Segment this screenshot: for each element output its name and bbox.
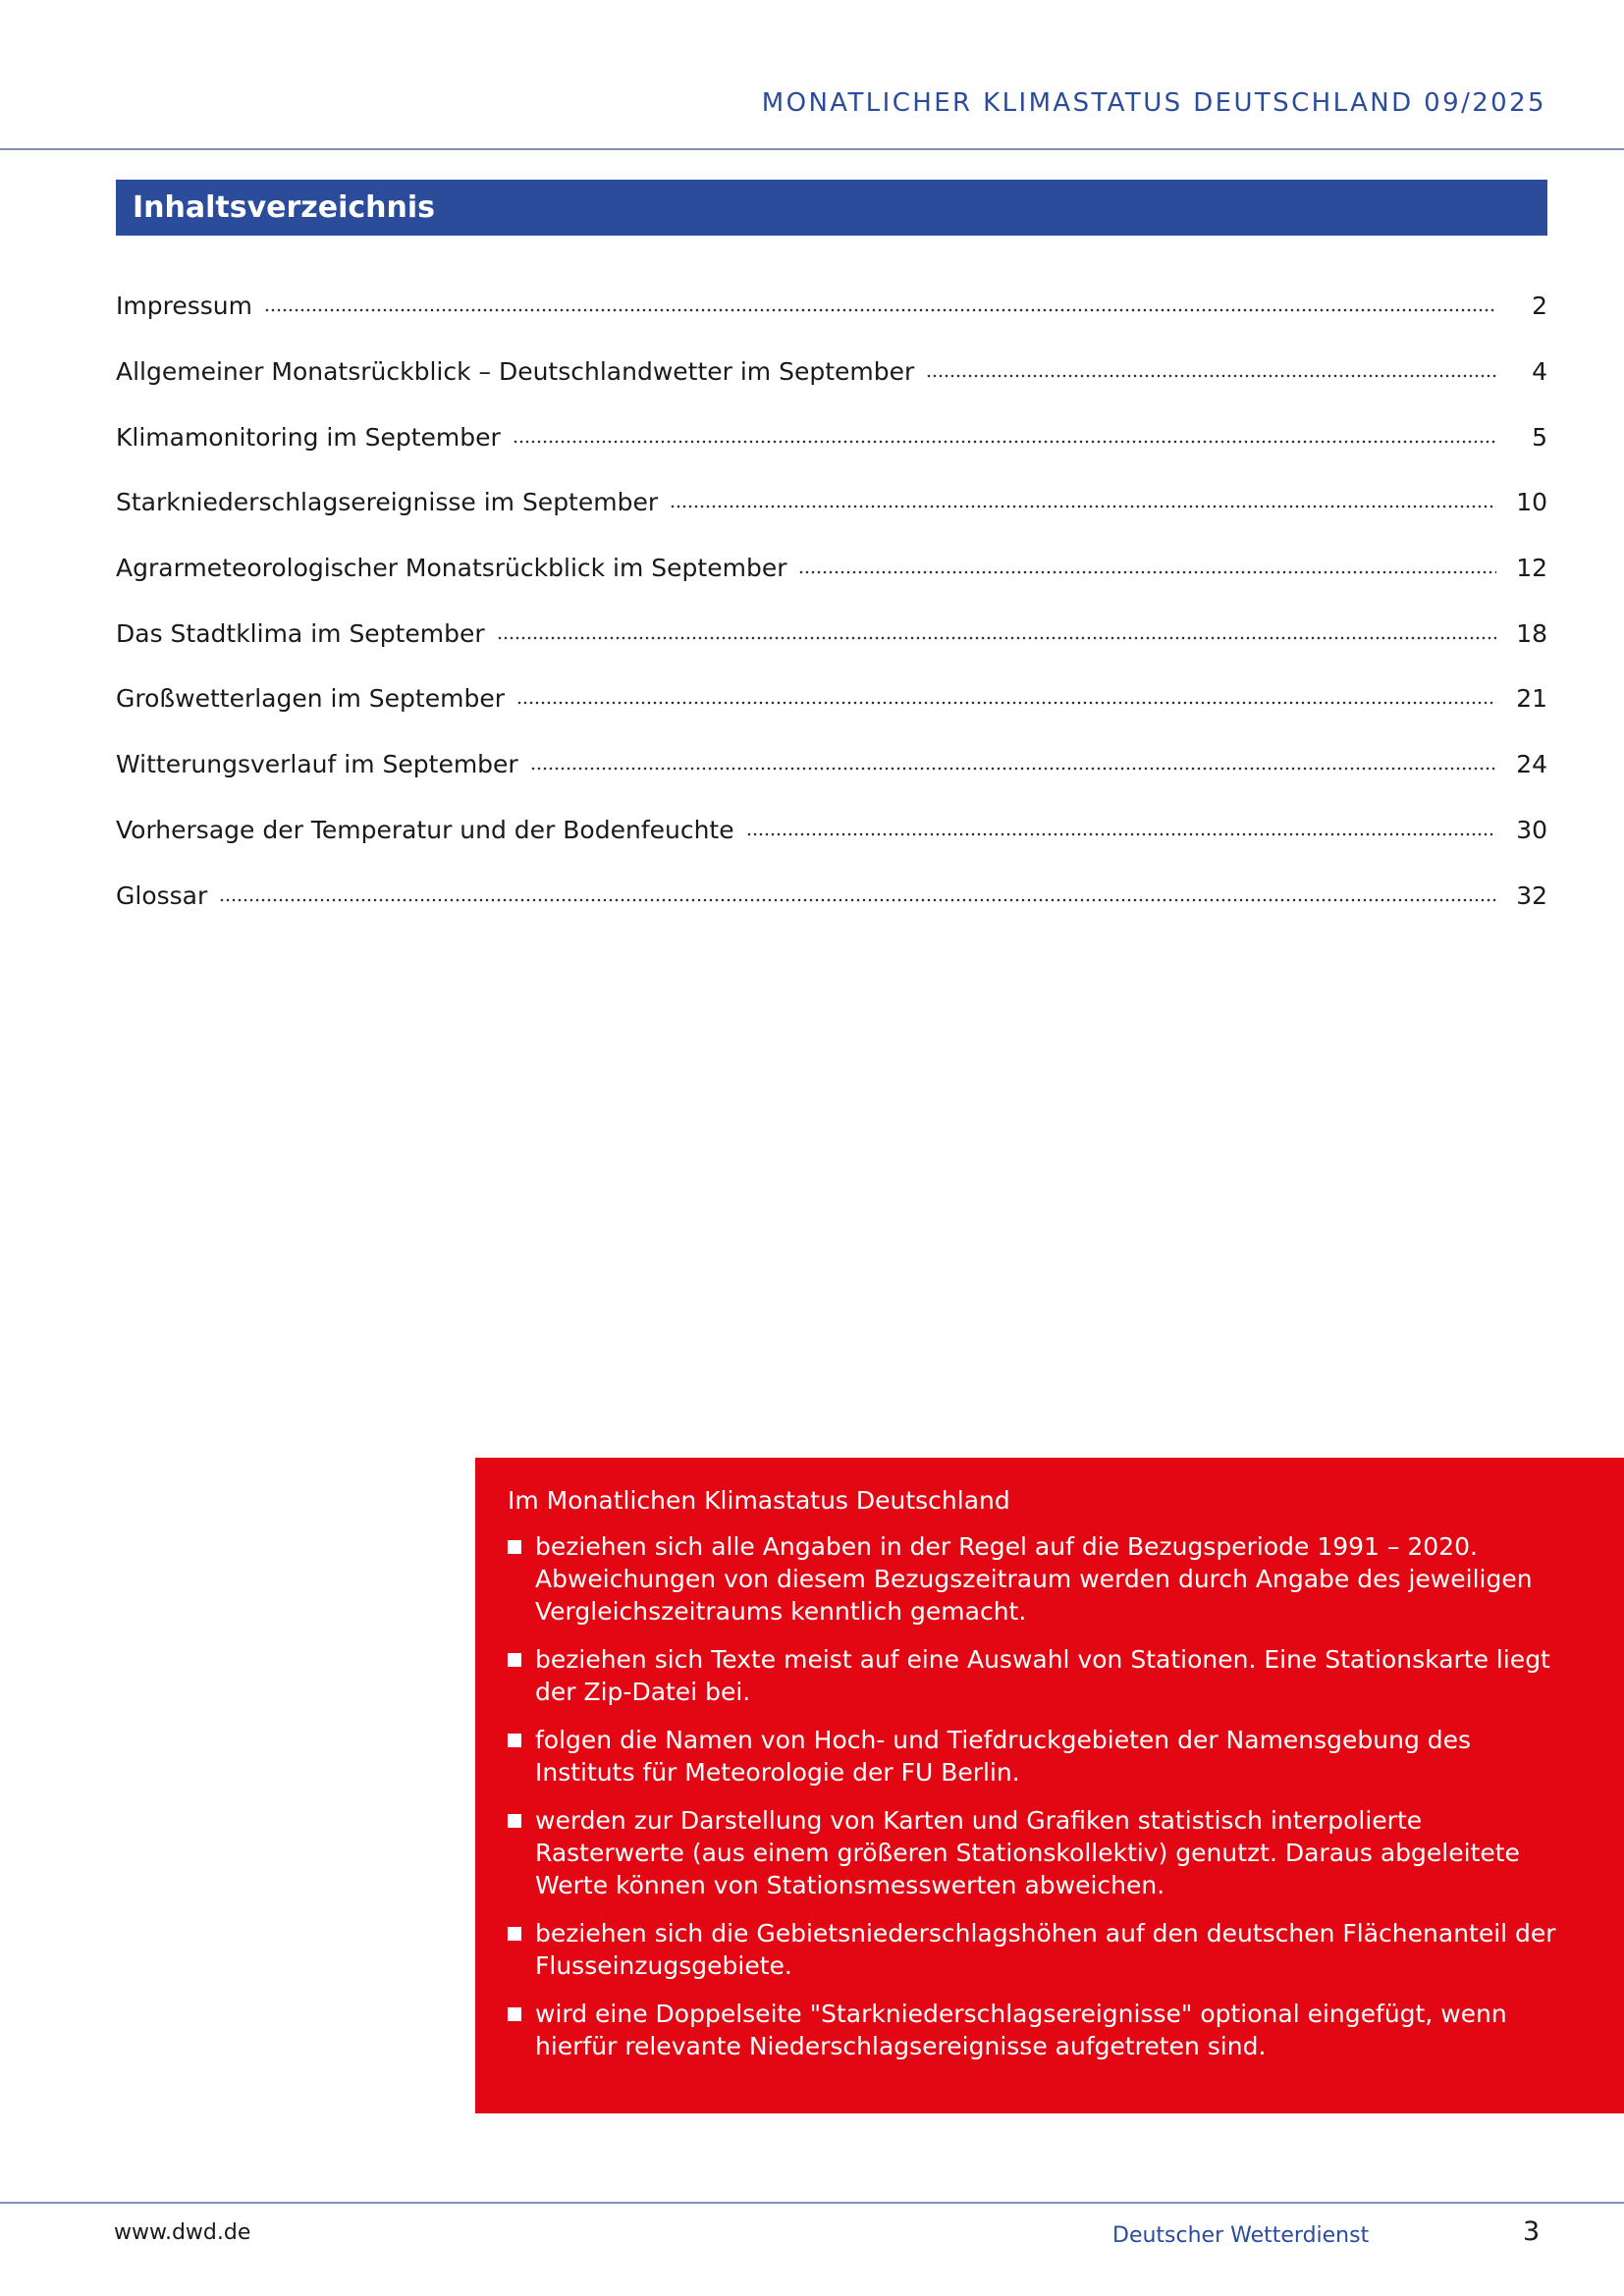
toc-leader-dots: [530, 767, 1496, 771]
toc-entry-stadtklima[interactable]: [116, 613, 1547, 648]
toc-entry-page: 24: [1516, 750, 1547, 778]
toc-entry-klimamonitoring[interactable]: [116, 416, 1547, 452]
toc-entry-title: Allgemeiner Monatsrückblick – Deutschlandwetter im September: [116, 357, 915, 386]
toc-entry-page: 10: [1516, 488, 1547, 516]
toc-entry-title: Starkniederschlagsereignisse im September: [116, 488, 659, 516]
toc-entry-title: Das Stadtklima im September: [116, 619, 485, 648]
toc-entry-page: 4: [1532, 357, 1547, 386]
toc-leader-dots: [670, 505, 1496, 508]
toc-leader-dots: [264, 308, 1496, 312]
notice-item-text: wird eine Doppelseite "Starkniederschlagsereignisse" optional eingefügt, wenn hierfür relevante Niederschlagsereignisse aufgetreten sind.: [535, 2000, 1507, 2060]
toc-entry-page: 32: [1516, 881, 1547, 910]
notice-item: [508, 1530, 1565, 1628]
toc-entry-title: Impressum: [116, 292, 252, 320]
footer-page-number: 3: [1523, 2216, 1541, 2247]
toc-entry-page: 21: [1516, 684, 1547, 713]
footer-organization: Deutscher Wetterdienst: [1112, 2223, 1370, 2248]
toc-entry-title: Klimamonitoring im September: [116, 423, 501, 452]
toc-leader-dots: [926, 374, 1496, 378]
toc-entry-glossar[interactable]: [116, 875, 1547, 910]
toc-entry-page: 2: [1532, 292, 1547, 320]
notice-item: [508, 1998, 1565, 2062]
square-bullet-icon: [508, 1927, 521, 1941]
toc-leader-dots: [746, 832, 1496, 836]
footer-divider: [0, 2202, 1624, 2204]
notice-item-text: beziehen sich alle Angaben in der Regel auf die Bezugsperiode 1991 – 2020. Abweichungen von diesem Bezugszeitraum werden durch Angabe des jeweiligen Vergleichszeitraums kenntlich gemacht.: [535, 1532, 1533, 1626]
toc-leader-dots: [513, 440, 1496, 444]
toc-entry-page: 12: [1516, 554, 1547, 582]
footer-url-link[interactable]: www.dwd.de: [114, 2220, 251, 2245]
toc-leader-dots: [516, 701, 1496, 705]
notice-item-text: beziehen sich Texte meist auf eine Auswahl von Stationen. Eine Stationskarte liegt der Zip-Datei bei.: [535, 1645, 1550, 1706]
toc-leader-dots: [219, 898, 1496, 902]
document-header-title: MONATLICHER KLIMASTATUS DEUTSCHLAND 09/2025: [761, 88, 1546, 118]
toc-entry-page: 5: [1532, 423, 1547, 452]
toc-entry-title: Agrarmeteorologischer Monatsrückblick im September: [116, 554, 787, 582]
toc-entry-title: Vorhersage der Temperatur und der Bodenfeuchte: [116, 816, 734, 844]
toc-entry-impressum[interactable]: [116, 285, 1547, 320]
toc-entry-title: Witterungsverlauf im September: [116, 750, 518, 778]
square-bullet-icon: [508, 1734, 521, 1747]
toc-leader-dots: [798, 570, 1496, 574]
notice-item: [508, 1804, 1565, 1901]
toc-entry-title: Großwetterlagen im September: [116, 684, 505, 713]
toc-entry-vorhersage[interactable]: [116, 809, 1547, 844]
toc-entry-starkniederschlag[interactable]: [116, 481, 1547, 516]
notice-title: Im Monatlichen Klimastatus Deutschland: [508, 1486, 1010, 1515]
notice-item-text: beziehen sich die Gebietsniederschlagshöhen auf den deutschen Flächenanteil der Flusseinzugsgebiete.: [535, 1919, 1556, 1980]
notice-item: [508, 1643, 1565, 1708]
notice-box: [475, 1458, 1624, 2113]
notice-item: [508, 1917, 1565, 1982]
square-bullet-icon: [508, 2007, 521, 2021]
toc-entry-grosswetterlagen[interactable]: [116, 677, 1547, 713]
toc-entry-monatsrueckblick[interactable]: [116, 350, 1547, 386]
notice-item-text: werden zur Darstellung von Karten und Grafiken statistisch interpolierte Rasterwerte (aus einem größeren Stationskollektiv) genutzt. Daraus abgeleitete Werte können von Stationsmesswerten abweichen.: [535, 1806, 1520, 1899]
toc-entry-agrarmeteorologie[interactable]: [116, 547, 1547, 582]
toc-entry-page: 18: [1516, 619, 1547, 648]
square-bullet-icon: [508, 1814, 521, 1828]
header-divider: [0, 148, 1624, 150]
notice-item: [508, 1724, 1565, 1789]
square-bullet-icon: [508, 1540, 521, 1554]
notice-item-text: folgen die Namen von Hoch- und Tiefdruckgebieten der Namensgebung des Instituts für Meteorologie der FU Berlin.: [535, 1726, 1472, 1787]
toc-entry-page: 30: [1516, 816, 1547, 844]
toc-entry-witterungsverlauf[interactable]: [116, 743, 1547, 778]
toc-leader-dots: [497, 636, 1496, 640]
square-bullet-icon: [508, 1653, 521, 1667]
toc-entry-title: Glossar: [116, 881, 208, 910]
toc-heading: Inhaltsverzeichnis: [116, 180, 1547, 236]
